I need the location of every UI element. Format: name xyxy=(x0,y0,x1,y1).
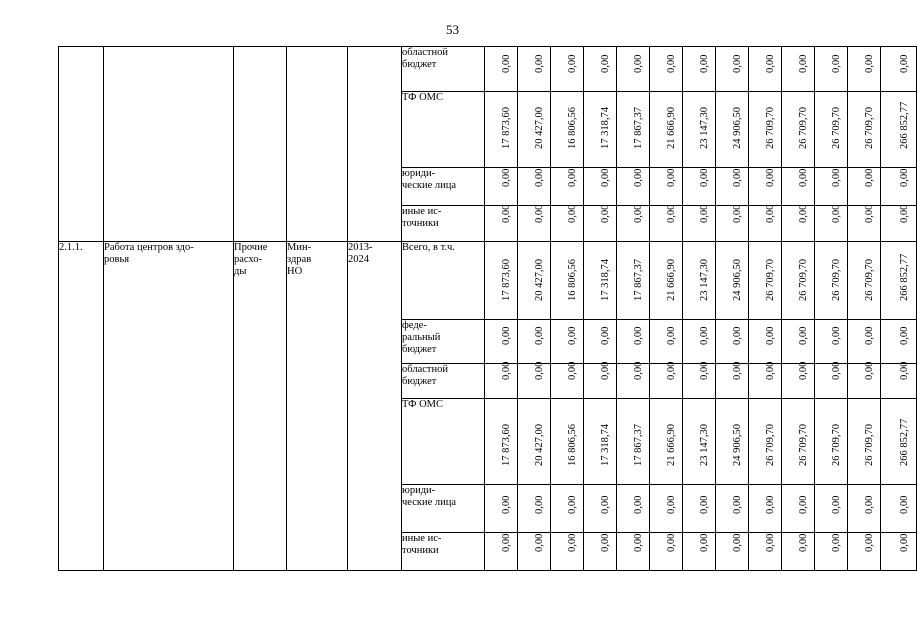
empty-cell xyxy=(287,47,348,242)
value-y2015: 16 806,56 xyxy=(567,259,578,301)
value-y2021: 0,00 xyxy=(765,361,776,380)
value-cell-y2019 xyxy=(683,533,716,571)
value-cell-y2015 xyxy=(551,168,584,206)
value-cell-y2022 xyxy=(782,242,815,320)
value-y2023: 26 709,70 xyxy=(831,107,842,149)
value-cell-y2015 xyxy=(551,242,584,320)
value-y2019: 0,00 xyxy=(699,533,710,552)
value-y2015: 16 806,56 xyxy=(567,107,578,149)
value-y2023: 26 709,70 xyxy=(831,424,842,466)
value-cell-y2022 xyxy=(782,533,815,571)
value-y2022: 26 709,70 xyxy=(798,107,809,149)
value-cell-total xyxy=(881,92,917,168)
value-cell-y2016 xyxy=(584,320,617,364)
value-cell-y2015 xyxy=(551,361,584,399)
value-y2019: 0,00 xyxy=(699,361,710,380)
value-cell-y2018 xyxy=(650,47,683,92)
value-y2022: 0,00 xyxy=(798,168,809,187)
value-y2022: 26 709,70 xyxy=(798,424,809,466)
value-y2014: 20 427,00 xyxy=(534,424,545,466)
value-y2021: 0,00 xyxy=(765,54,776,73)
value-y2022: 26 709,70 xyxy=(798,259,809,301)
value-y2022: 0,00 xyxy=(798,204,809,223)
value-cell-y2014 xyxy=(518,399,551,485)
value-cell-y2017 xyxy=(617,399,650,485)
funding-source-label: иные ис- точники xyxy=(402,206,442,229)
value-cell-y2020 xyxy=(716,168,749,206)
value-cell-y2022 xyxy=(782,47,815,92)
table-row xyxy=(59,47,917,92)
value-cell-y2021 xyxy=(749,206,782,242)
value-y2018: 0,00 xyxy=(666,533,677,552)
value-y2021: 0,00 xyxy=(765,533,776,552)
value-cell-y2015 xyxy=(551,92,584,168)
value-y2022: 0,00 xyxy=(798,533,809,552)
value-total: 0,00 xyxy=(898,204,910,223)
value-cell-y2017 xyxy=(617,168,650,206)
value-cell-y2014 xyxy=(518,47,551,92)
value-y2018: 21 666,90 xyxy=(666,424,677,466)
funding-source-cell xyxy=(402,206,485,242)
value-cell-y2016 xyxy=(584,47,617,92)
value-cell-total xyxy=(881,361,917,399)
value-y2013: 17 873,60 xyxy=(501,107,512,149)
value-y2024: 0,00 xyxy=(864,204,875,223)
value-y2016: 17 318,74 xyxy=(600,424,611,466)
value-cell-y2016 xyxy=(584,206,617,242)
value-y2017: 17 867,37 xyxy=(633,424,644,466)
value-cell-y2021 xyxy=(749,485,782,533)
value-cell-y2013 xyxy=(485,168,518,206)
value-y2015: 0,00 xyxy=(567,204,578,223)
value-y2021: 0,00 xyxy=(765,204,776,223)
value-cell-y2024 xyxy=(848,242,881,320)
value-y2018: 0,00 xyxy=(666,54,677,73)
value-y2020: 0,00 xyxy=(732,326,743,345)
empty-cell xyxy=(348,47,402,242)
value-y2016: 0,00 xyxy=(600,495,611,514)
value-y2014: 20 427,00 xyxy=(534,259,545,301)
value-y2024: 0,00 xyxy=(864,361,875,380)
value-y2023: 26 709,70 xyxy=(831,259,842,301)
value-cell-y2020 xyxy=(716,361,749,399)
value-cell-y2023 xyxy=(815,47,848,92)
value-cell-y2017 xyxy=(617,242,650,320)
value-y2014: 0,00 xyxy=(534,54,545,73)
funding-source-cell xyxy=(402,533,485,571)
value-cell-y2021 xyxy=(749,399,782,485)
value-cell-y2024 xyxy=(848,399,881,485)
value-cell-total xyxy=(881,320,917,364)
value-cell-y2023 xyxy=(815,168,848,206)
value-y2017: 0,00 xyxy=(633,361,644,380)
value-cell-y2020 xyxy=(716,485,749,533)
value-cell-y2024 xyxy=(848,533,881,571)
value-y2013: 0,00 xyxy=(501,361,512,380)
funding-source-cell xyxy=(402,92,485,168)
value-y2019: 23 147,30 xyxy=(699,107,710,149)
value-y2013: 17 873,60 xyxy=(501,424,512,466)
value-cell-y2021 xyxy=(749,92,782,168)
value-cell-y2014 xyxy=(518,485,551,533)
value-cell-total xyxy=(881,206,917,242)
value-y2016: 0,00 xyxy=(600,54,611,73)
value-y2014: 0,00 xyxy=(534,204,545,223)
value-y2022: 0,00 xyxy=(798,326,809,345)
value-y2019: 0,00 xyxy=(699,326,710,345)
value-cell-y2023 xyxy=(815,92,848,168)
value-total: 266 852,77 xyxy=(898,418,910,466)
value-y2024: 0,00 xyxy=(864,168,875,187)
value-y2018: 0,00 xyxy=(666,204,677,223)
value-cell-y2016 xyxy=(584,485,617,533)
value-total: 0,00 xyxy=(898,533,910,552)
value-cell-total xyxy=(881,47,917,92)
empty-cell xyxy=(234,47,287,242)
value-cell-y2024 xyxy=(848,47,881,92)
value-y2013: 0,00 xyxy=(501,54,512,73)
value-cell-total xyxy=(881,399,917,485)
funding-source-cell xyxy=(402,320,485,364)
executor: Мин- здрав НО xyxy=(287,242,312,277)
value-y2014: 0,00 xyxy=(534,495,545,514)
executor-cell xyxy=(287,242,348,571)
value-cell-y2018 xyxy=(650,92,683,168)
value-y2016: 0,00 xyxy=(600,168,611,187)
value-y2019: 23 147,30 xyxy=(699,259,710,301)
value-cell-y2021 xyxy=(749,361,782,399)
value-cell-total xyxy=(881,485,917,533)
value-cell-y2023 xyxy=(815,399,848,485)
value-y2023: 0,00 xyxy=(831,54,842,73)
value-cell-y2022 xyxy=(782,92,815,168)
value-y2021: 0,00 xyxy=(765,495,776,514)
measure-number-cell xyxy=(59,242,104,571)
value-y2017: 17 867,37 xyxy=(633,107,644,149)
value-y2013: 17 873,60 xyxy=(501,259,512,301)
value-cell-y2019 xyxy=(683,47,716,92)
value-y2015: 0,00 xyxy=(567,54,578,73)
value-cell-y2020 xyxy=(716,242,749,320)
value-y2019: 0,00 xyxy=(699,168,710,187)
value-cell-y2016 xyxy=(584,242,617,320)
value-y2014: 0,00 xyxy=(534,361,545,380)
value-cell-y2017 xyxy=(617,206,650,242)
value-y2021: 26 709,70 xyxy=(765,259,776,301)
measure-name: Работа центров здо- ровья xyxy=(104,242,194,265)
value-cell-y2013 xyxy=(485,361,518,399)
value-cell-y2014 xyxy=(518,206,551,242)
value-y2013: 0,00 xyxy=(501,204,512,223)
value-cell-y2024 xyxy=(848,206,881,242)
value-cell-y2016 xyxy=(584,399,617,485)
budget-table xyxy=(58,46,917,571)
value-cell-y2015 xyxy=(551,47,584,92)
value-y2017: 0,00 xyxy=(633,533,644,552)
value-cell-y2017 xyxy=(617,485,650,533)
value-y2018: 0,00 xyxy=(666,361,677,380)
value-y2021: 26 709,70 xyxy=(765,424,776,466)
value-y2014: 20 427,00 xyxy=(534,107,545,149)
value-y2023: 0,00 xyxy=(831,361,842,380)
implementation-period: 2013- 2024 xyxy=(348,242,373,265)
value-total: 266 852,77 xyxy=(898,253,910,301)
value-cell-y2022 xyxy=(782,320,815,364)
value-cell-y2024 xyxy=(848,485,881,533)
value-total: 0,00 xyxy=(898,361,910,380)
value-y2018: 21 666,90 xyxy=(666,107,677,149)
value-y2020: 0,00 xyxy=(732,54,743,73)
value-y2016: 0,00 xyxy=(600,204,611,223)
value-cell-total xyxy=(881,168,917,206)
funding-source-cell xyxy=(402,47,485,92)
value-y2024: 26 709,70 xyxy=(864,259,875,301)
value-cell-y2023 xyxy=(815,533,848,571)
value-cell-y2015 xyxy=(551,320,584,364)
value-y2013: 0,00 xyxy=(501,168,512,187)
value-total: 0,00 xyxy=(898,54,910,73)
value-y2014: 0,00 xyxy=(534,326,545,345)
value-y2019: 23 147,30 xyxy=(699,424,710,466)
value-cell-y2019 xyxy=(683,320,716,364)
page-number: 53 xyxy=(446,22,459,37)
value-y2017: 0,00 xyxy=(633,168,644,187)
value-y2024: 0,00 xyxy=(864,54,875,73)
value-y2018: 21 666,90 xyxy=(666,259,677,301)
value-y2014: 0,00 xyxy=(534,533,545,552)
value-cell-total xyxy=(881,533,917,571)
value-cell-y2023 xyxy=(815,361,848,399)
value-cell-y2021 xyxy=(749,533,782,571)
measure-number: 2.1.1. xyxy=(59,242,83,253)
value-y2023: 0,00 xyxy=(831,204,842,223)
value-y2019: 0,00 xyxy=(699,495,710,514)
value-cell-y2019 xyxy=(683,92,716,168)
value-y2021: 26 709,70 xyxy=(765,107,776,149)
value-cell-y2017 xyxy=(617,361,650,399)
value-y2014: 0,00 xyxy=(534,168,545,187)
value-cell-y2016 xyxy=(584,361,617,399)
empty-cell xyxy=(59,47,104,242)
value-y2020: 0,00 xyxy=(732,361,743,380)
value-y2016: 0,00 xyxy=(600,533,611,552)
value-y2023: 0,00 xyxy=(831,326,842,345)
value-cell-y2024 xyxy=(848,92,881,168)
value-cell-y2021 xyxy=(749,320,782,364)
value-cell-y2015 xyxy=(551,485,584,533)
value-total: 0,00 xyxy=(898,168,910,187)
value-cell-y2022 xyxy=(782,168,815,206)
value-cell-y2015 xyxy=(551,206,584,242)
value-cell-y2024 xyxy=(848,320,881,364)
value-cell-y2018 xyxy=(650,533,683,571)
value-cell-y2014 xyxy=(518,320,551,364)
value-cell-y2023 xyxy=(815,242,848,320)
funding-source-cell xyxy=(402,364,485,399)
value-y2016: 17 318,74 xyxy=(600,107,611,149)
value-y2023: 0,00 xyxy=(831,495,842,514)
value-cell-y2021 xyxy=(749,242,782,320)
funding-source-cell xyxy=(402,242,485,320)
value-y2015: 0,00 xyxy=(567,326,578,345)
value-cell-y2020 xyxy=(716,399,749,485)
value-cell-y2015 xyxy=(551,399,584,485)
funding-source-label: феде- ральный бюджет xyxy=(402,320,441,355)
value-y2020: 0,00 xyxy=(732,533,743,552)
value-cell-y2018 xyxy=(650,361,683,399)
value-y2016: 0,00 xyxy=(600,361,611,380)
value-y2022: 0,00 xyxy=(798,54,809,73)
value-cell-y2016 xyxy=(584,92,617,168)
value-y2020: 0,00 xyxy=(732,495,743,514)
funding-source-label: областной бюджет xyxy=(402,47,448,70)
value-total: 266 852,77 xyxy=(898,101,910,149)
value-cell-total xyxy=(881,242,917,320)
value-cell-y2015 xyxy=(551,533,584,571)
value-y2020: 0,00 xyxy=(732,204,743,223)
funding-source-label: иные ис- точники xyxy=(402,533,442,556)
value-cell-y2017 xyxy=(617,47,650,92)
funding-source-label: юриди- ческие лица xyxy=(402,168,457,191)
value-cell-y2019 xyxy=(683,361,716,399)
value-cell-y2013 xyxy=(485,47,518,92)
value-cell-y2017 xyxy=(617,533,650,571)
value-cell-y2022 xyxy=(782,399,815,485)
funding-source-label: юриди- ческие лица xyxy=(402,485,457,508)
expense-type-cell xyxy=(234,242,287,571)
value-cell-y2018 xyxy=(650,206,683,242)
value-cell-y2018 xyxy=(650,168,683,206)
value-y2020: 24 906,50 xyxy=(732,107,743,149)
value-y2017: 0,00 xyxy=(633,326,644,345)
value-y2022: 0,00 xyxy=(798,495,809,514)
implementation-period-cell xyxy=(348,242,402,571)
value-total: 0,00 xyxy=(898,326,910,345)
funding-source-cell xyxy=(402,168,485,206)
value-y2016: 17 318,74 xyxy=(600,259,611,301)
value-y2023: 0,00 xyxy=(831,168,842,187)
value-cell-y2017 xyxy=(617,92,650,168)
value-y2017: 0,00 xyxy=(633,495,644,514)
value-y2022: 0,00 xyxy=(798,361,809,380)
value-y2015: 0,00 xyxy=(567,533,578,552)
value-cell-y2020 xyxy=(716,47,749,92)
value-cell-y2013 xyxy=(485,399,518,485)
empty-cell xyxy=(104,47,234,242)
value-cell-y2021 xyxy=(749,168,782,206)
value-cell-y2021 xyxy=(749,47,782,92)
value-y2020: 24 906,50 xyxy=(732,259,743,301)
value-y2017: 0,00 xyxy=(633,204,644,223)
value-total: 0,00 xyxy=(898,495,910,514)
value-y2024: 0,00 xyxy=(864,495,875,514)
value-cell-y2019 xyxy=(683,485,716,533)
value-y2015: 0,00 xyxy=(567,495,578,514)
value-cell-y2019 xyxy=(683,399,716,485)
value-y2017: 0,00 xyxy=(633,54,644,73)
value-cell-y2020 xyxy=(716,206,749,242)
value-cell-y2018 xyxy=(650,242,683,320)
value-cell-y2020 xyxy=(716,92,749,168)
value-cell-y2023 xyxy=(815,206,848,242)
value-cell-y2022 xyxy=(782,485,815,533)
value-cell-y2013 xyxy=(485,242,518,320)
value-cell-y2017 xyxy=(617,320,650,364)
value-y2013: 0,00 xyxy=(501,326,512,345)
value-y2018: 0,00 xyxy=(666,168,677,187)
value-cell-y2014 xyxy=(518,533,551,571)
value-cell-y2016 xyxy=(584,533,617,571)
value-y2024: 26 709,70 xyxy=(864,424,875,466)
funding-source-cell xyxy=(402,399,485,485)
expense-type: Прочие расхо- ды xyxy=(234,242,268,277)
value-cell-y2024 xyxy=(848,361,881,399)
funding-source-label: ТФ ОМС xyxy=(402,399,444,410)
value-cell-y2014 xyxy=(518,242,551,320)
value-y2016: 0,00 xyxy=(600,326,611,345)
funding-source-label: Всего, в т.ч. xyxy=(402,242,455,253)
measure-name-cell xyxy=(104,242,234,571)
value-y2021: 0,00 xyxy=(765,326,776,345)
value-cell-y2020 xyxy=(716,320,749,364)
value-cell-y2019 xyxy=(683,168,716,206)
value-cell-y2019 xyxy=(683,206,716,242)
value-y2023: 0,00 xyxy=(831,533,842,552)
value-cell-y2020 xyxy=(716,533,749,571)
funding-source-label: ТФ ОМС xyxy=(402,92,444,103)
value-y2020: 0,00 xyxy=(732,168,743,187)
value-y2013: 0,00 xyxy=(501,533,512,552)
value-cell-y2023 xyxy=(815,485,848,533)
value-cell-y2014 xyxy=(518,361,551,399)
value-cell-y2024 xyxy=(848,168,881,206)
value-cell-y2022 xyxy=(782,361,815,399)
value-y2020: 24 906,50 xyxy=(732,424,743,466)
value-cell-y2018 xyxy=(650,399,683,485)
value-cell-y2013 xyxy=(485,485,518,533)
value-cell-y2013 xyxy=(485,206,518,242)
value-y2018: 0,00 xyxy=(666,326,677,345)
value-cell-y2018 xyxy=(650,320,683,364)
value-y2013: 0,00 xyxy=(501,495,512,514)
value-cell-y2014 xyxy=(518,92,551,168)
value-y2024: 26 709,70 xyxy=(864,107,875,149)
value-cell-y2014 xyxy=(518,168,551,206)
value-cell-y2013 xyxy=(485,320,518,364)
value-y2015: 0,00 xyxy=(567,361,578,380)
value-y2015: 16 806,56 xyxy=(567,424,578,466)
value-y2018: 0,00 xyxy=(666,495,677,514)
value-cell-y2022 xyxy=(782,206,815,242)
value-y2021: 0,00 xyxy=(765,168,776,187)
value-cell-y2013 xyxy=(485,533,518,571)
table-row xyxy=(59,242,917,320)
value-cell-y2023 xyxy=(815,320,848,364)
funding-source-label: областной бюджет xyxy=(402,364,448,387)
value-cell-y2018 xyxy=(650,485,683,533)
funding-source-cell xyxy=(402,485,485,533)
value-y2015: 0,00 xyxy=(567,168,578,187)
value-y2024: 0,00 xyxy=(864,326,875,345)
value-y2017: 17 867,37 xyxy=(633,259,644,301)
value-cell-y2016 xyxy=(584,168,617,206)
value-cell-y2019 xyxy=(683,242,716,320)
value-y2019: 0,00 xyxy=(699,204,710,223)
value-y2019: 0,00 xyxy=(699,54,710,73)
value-y2024: 0,00 xyxy=(864,533,875,552)
value-cell-y2013 xyxy=(485,92,518,168)
